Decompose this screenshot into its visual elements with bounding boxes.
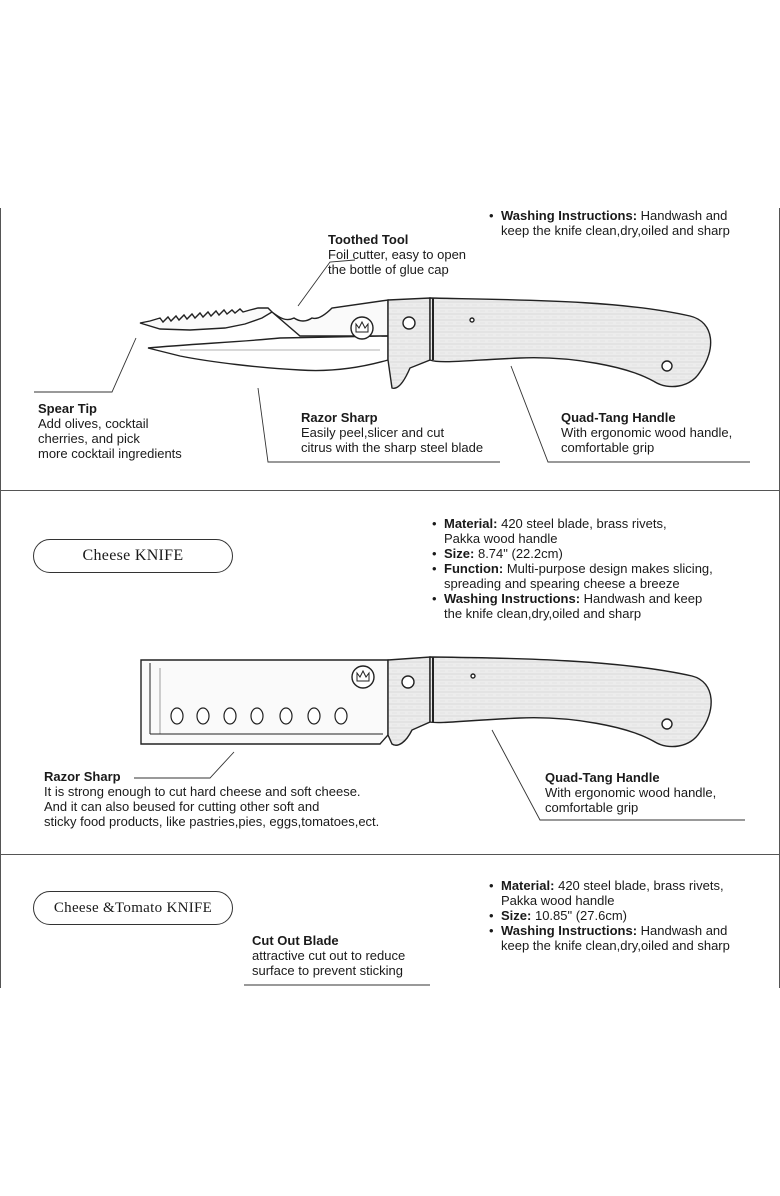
cut-out-blade-callout: Cut Out Blade attractive cut out to reduce surface to prevent sticking: [252, 933, 406, 978]
cocktail-knife-illustration: [140, 298, 711, 388]
cheese-knife-illustration: [141, 657, 711, 747]
razor-sharp-callout-2: Razor Sharp It is strong enough to cut hard cheese and soft cheese. And it can also beused for cutting other soft and sticky food products, like pastries,pies, eggs,tomatoes,ect.: [44, 769, 380, 829]
specs-list-2: • Material: 420 steel blade, brass rivets, Pakka wood handle • Size: 8.74" (22.2cm) • Function: Multi-purpose design makes slicing, spreading and spearing cheese a breeze • Washing Instructions: Handwash and keep the knife clean,dry,oiled and sharp: [432, 516, 713, 621]
cheese-knife-label: Cheese KNIFE: [33, 539, 233, 573]
crown-logo-icon: [351, 317, 373, 339]
washing-instructions-1: • Washing Instructions: Handwash and keep the knife clean,dry,oiled and sharp: [489, 208, 730, 238]
specs-list-3: • Material: 420 steel blade, brass rivets, Pakka wood handle • Size: 10.85" (27.6cm) • Washing Instructions: Handwash and keep the knife clean,dry,oiled and sharp: [489, 878, 730, 953]
spear-tip-callout: Spear Tip Add olives, cocktail cherries, and pick more cocktail ingredients: [38, 401, 182, 461]
quad-tang-handle-callout-1: Quad-Tang Handle With ergonomic wood handle, comfortable grip: [561, 410, 733, 455]
razor-sharp-callout-1: Razor Sharp Easily peel,slicer and cut citrus with the sharp steel blade: [301, 410, 484, 455]
toothed-tool-callout: Toothed Tool Foil cutter, easy to open the bottle of glue cap: [328, 232, 467, 277]
cheese-tomato-knife-label: Cheese &Tomato KNIFE: [33, 891, 233, 925]
quad-tang-handle-callout-2: Quad-Tang Handle With ergonomic wood handle, comfortable grip: [545, 770, 717, 815]
